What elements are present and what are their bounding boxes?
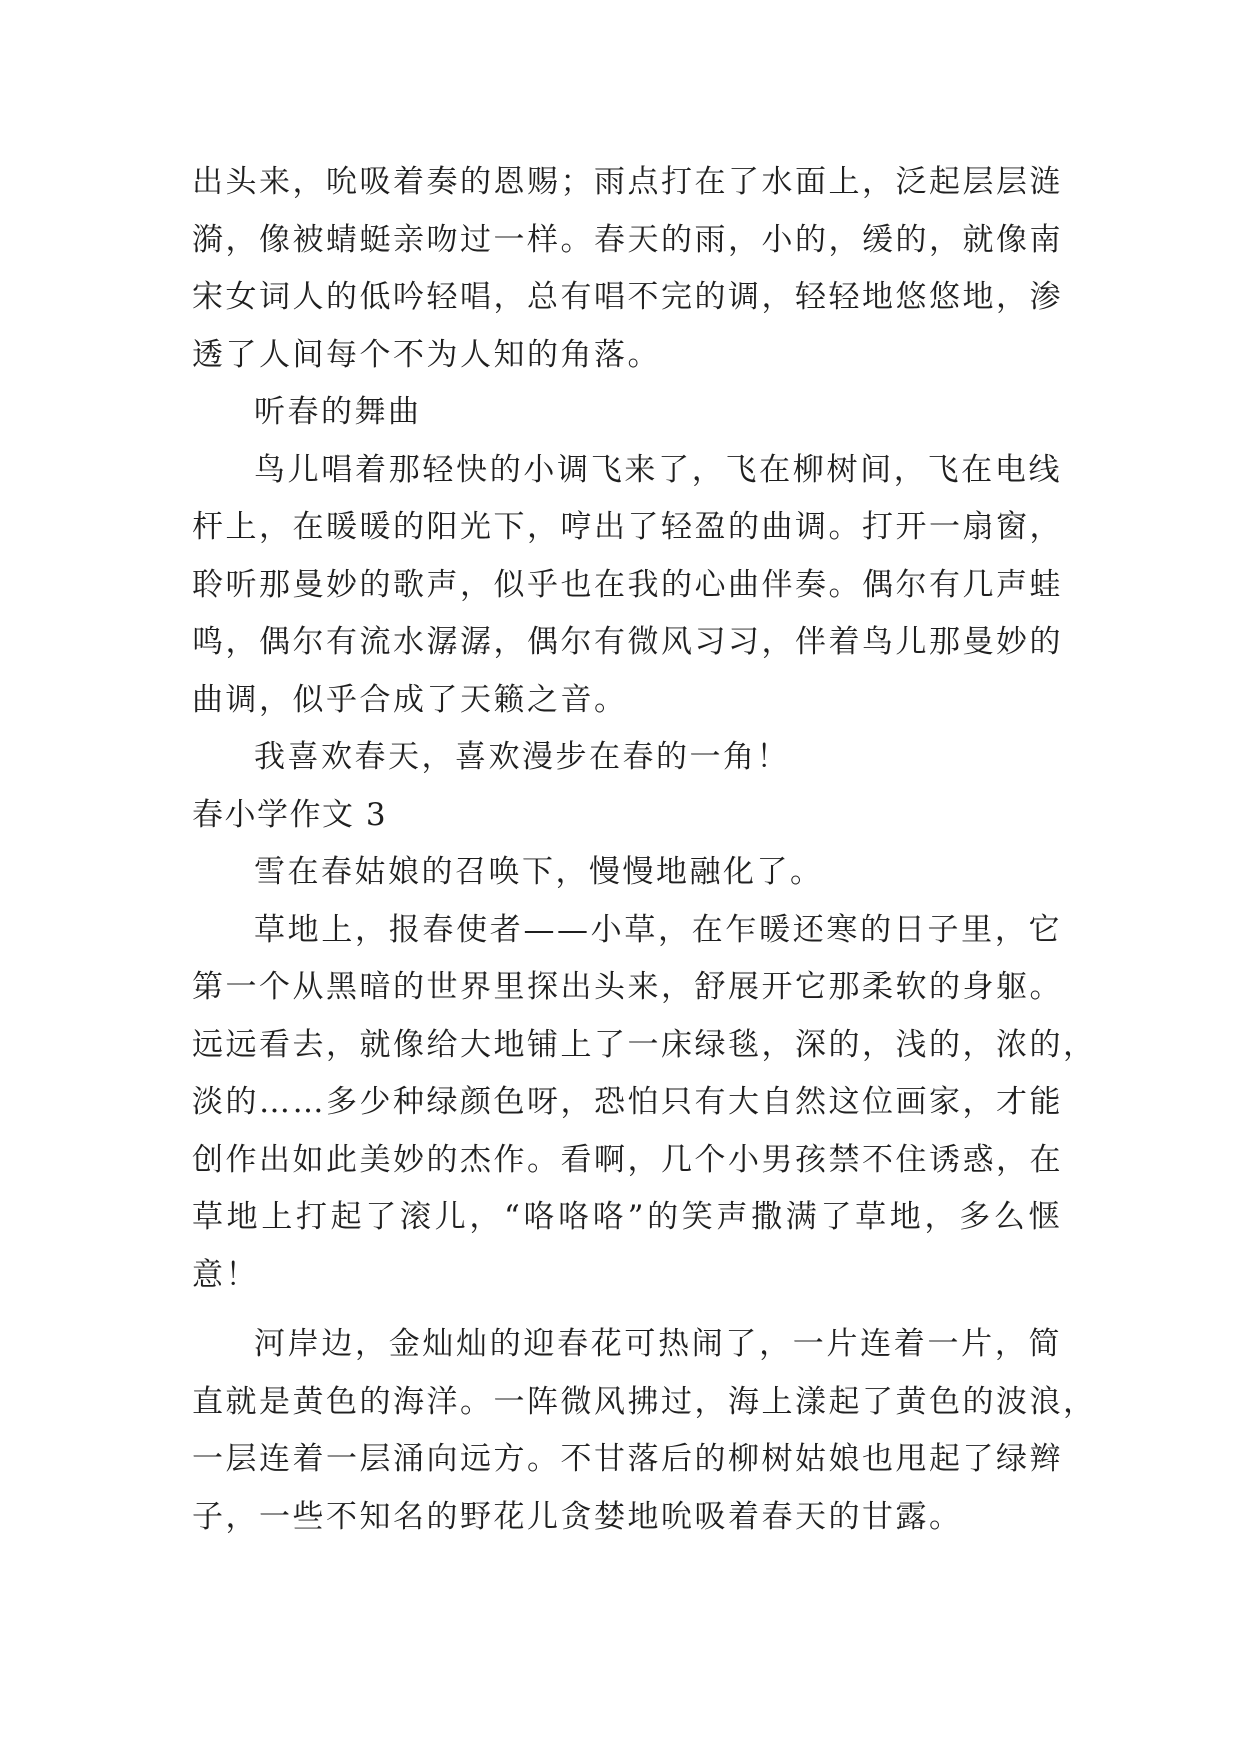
paragraph-line: 一层连着一层涌向远方。不甘落后的柳树姑娘也甩起了绿辫 <box>192 1441 1063 1477</box>
section-subheading: 听春的舞曲 <box>254 394 422 430</box>
paragraph-line: 淡的……多少种绿颜色呀，恐怕只有大自然这位画家，才能 <box>192 1084 1063 1120</box>
paragraph-line: 草地上打起了滚儿，“咯咯咯”的笑声撒满了草地，多么惬 <box>192 1199 1062 1235</box>
paragraph-line: 鸣，偶尔有流水潺潺，偶尔有微风习习，伴着鸟儿那曼妙的 <box>192 624 1063 660</box>
paragraph-line: 子，一些不知名的野花儿贪婪地吮吸着春天的甘露。 <box>192 1498 963 1535</box>
document-body <box>192 154 1097 1546</box>
paragraph-line: 草地上，报春使者——小草，在乍暖还寒的日子里，它 <box>254 911 1062 948</box>
paragraph-line: 聆听那曼妙的歌声，似乎也在我的心曲伴奏。偶尔有几声蛙 <box>192 566 1063 603</box>
paragraph-line: 鸟儿唱着那轻快的小调飞来了，飞在柳树间，飞在电线 <box>254 451 1062 488</box>
paragraph-line: 河岸边，金灿灿的迎春花可热闹了，一片连着一片，简 <box>254 1326 1062 1362</box>
paragraph-line: 曲调，似乎合成了天籁之音。 <box>192 681 628 718</box>
paragraph-line: 意！ <box>192 1256 259 1293</box>
paragraph-line: 我喜欢春天，喜欢漫步在春的一角！ <box>254 739 790 775</box>
paragraph-line: 出头来，吮吸着奏的恩赐；雨点打在了水面上，泛起层层涟 <box>192 164 1063 200</box>
paragraph-line: 创作出如此美妙的杰作。看啊，几个小男孩禁不住诱惑，在 <box>192 1141 1063 1178</box>
paragraph-line: 漪，像被蜻蜓亲吻过一样。春天的雨，小的，缓的，就像南 <box>192 221 1063 258</box>
paragraph-line: 远远看去，就像给大地铺上了一床绿毯，深的，浅的，浓的， <box>192 1026 1097 1063</box>
paragraph-line: 直就是黄色的海洋。一阵微风拂过，海上漾起了黄色的波浪， <box>192 1383 1097 1420</box>
article-heading: 春小学作文 3 <box>192 796 388 833</box>
paragraph-line: 透了人间每个不为人知的角落。 <box>192 336 661 373</box>
paragraph-line: 雪在春姑娘的召唤下，慢慢地融化了。 <box>254 854 824 890</box>
paragraph-line: 宋女词人的低吟轻唱，总有唱不完的调，轻轻地悠悠地，渗 <box>192 279 1063 315</box>
paragraph-spacer <box>192 1304 1062 1316</box>
paragraph-line: 第一个从黑暗的世界里探出头来，舒展开它那柔软的身躯。 <box>192 969 1063 1005</box>
paragraph-line: 杆上，在暖暖的阳光下，哼出了轻盈的曲调。打开一扇窗， <box>192 509 1063 545</box>
